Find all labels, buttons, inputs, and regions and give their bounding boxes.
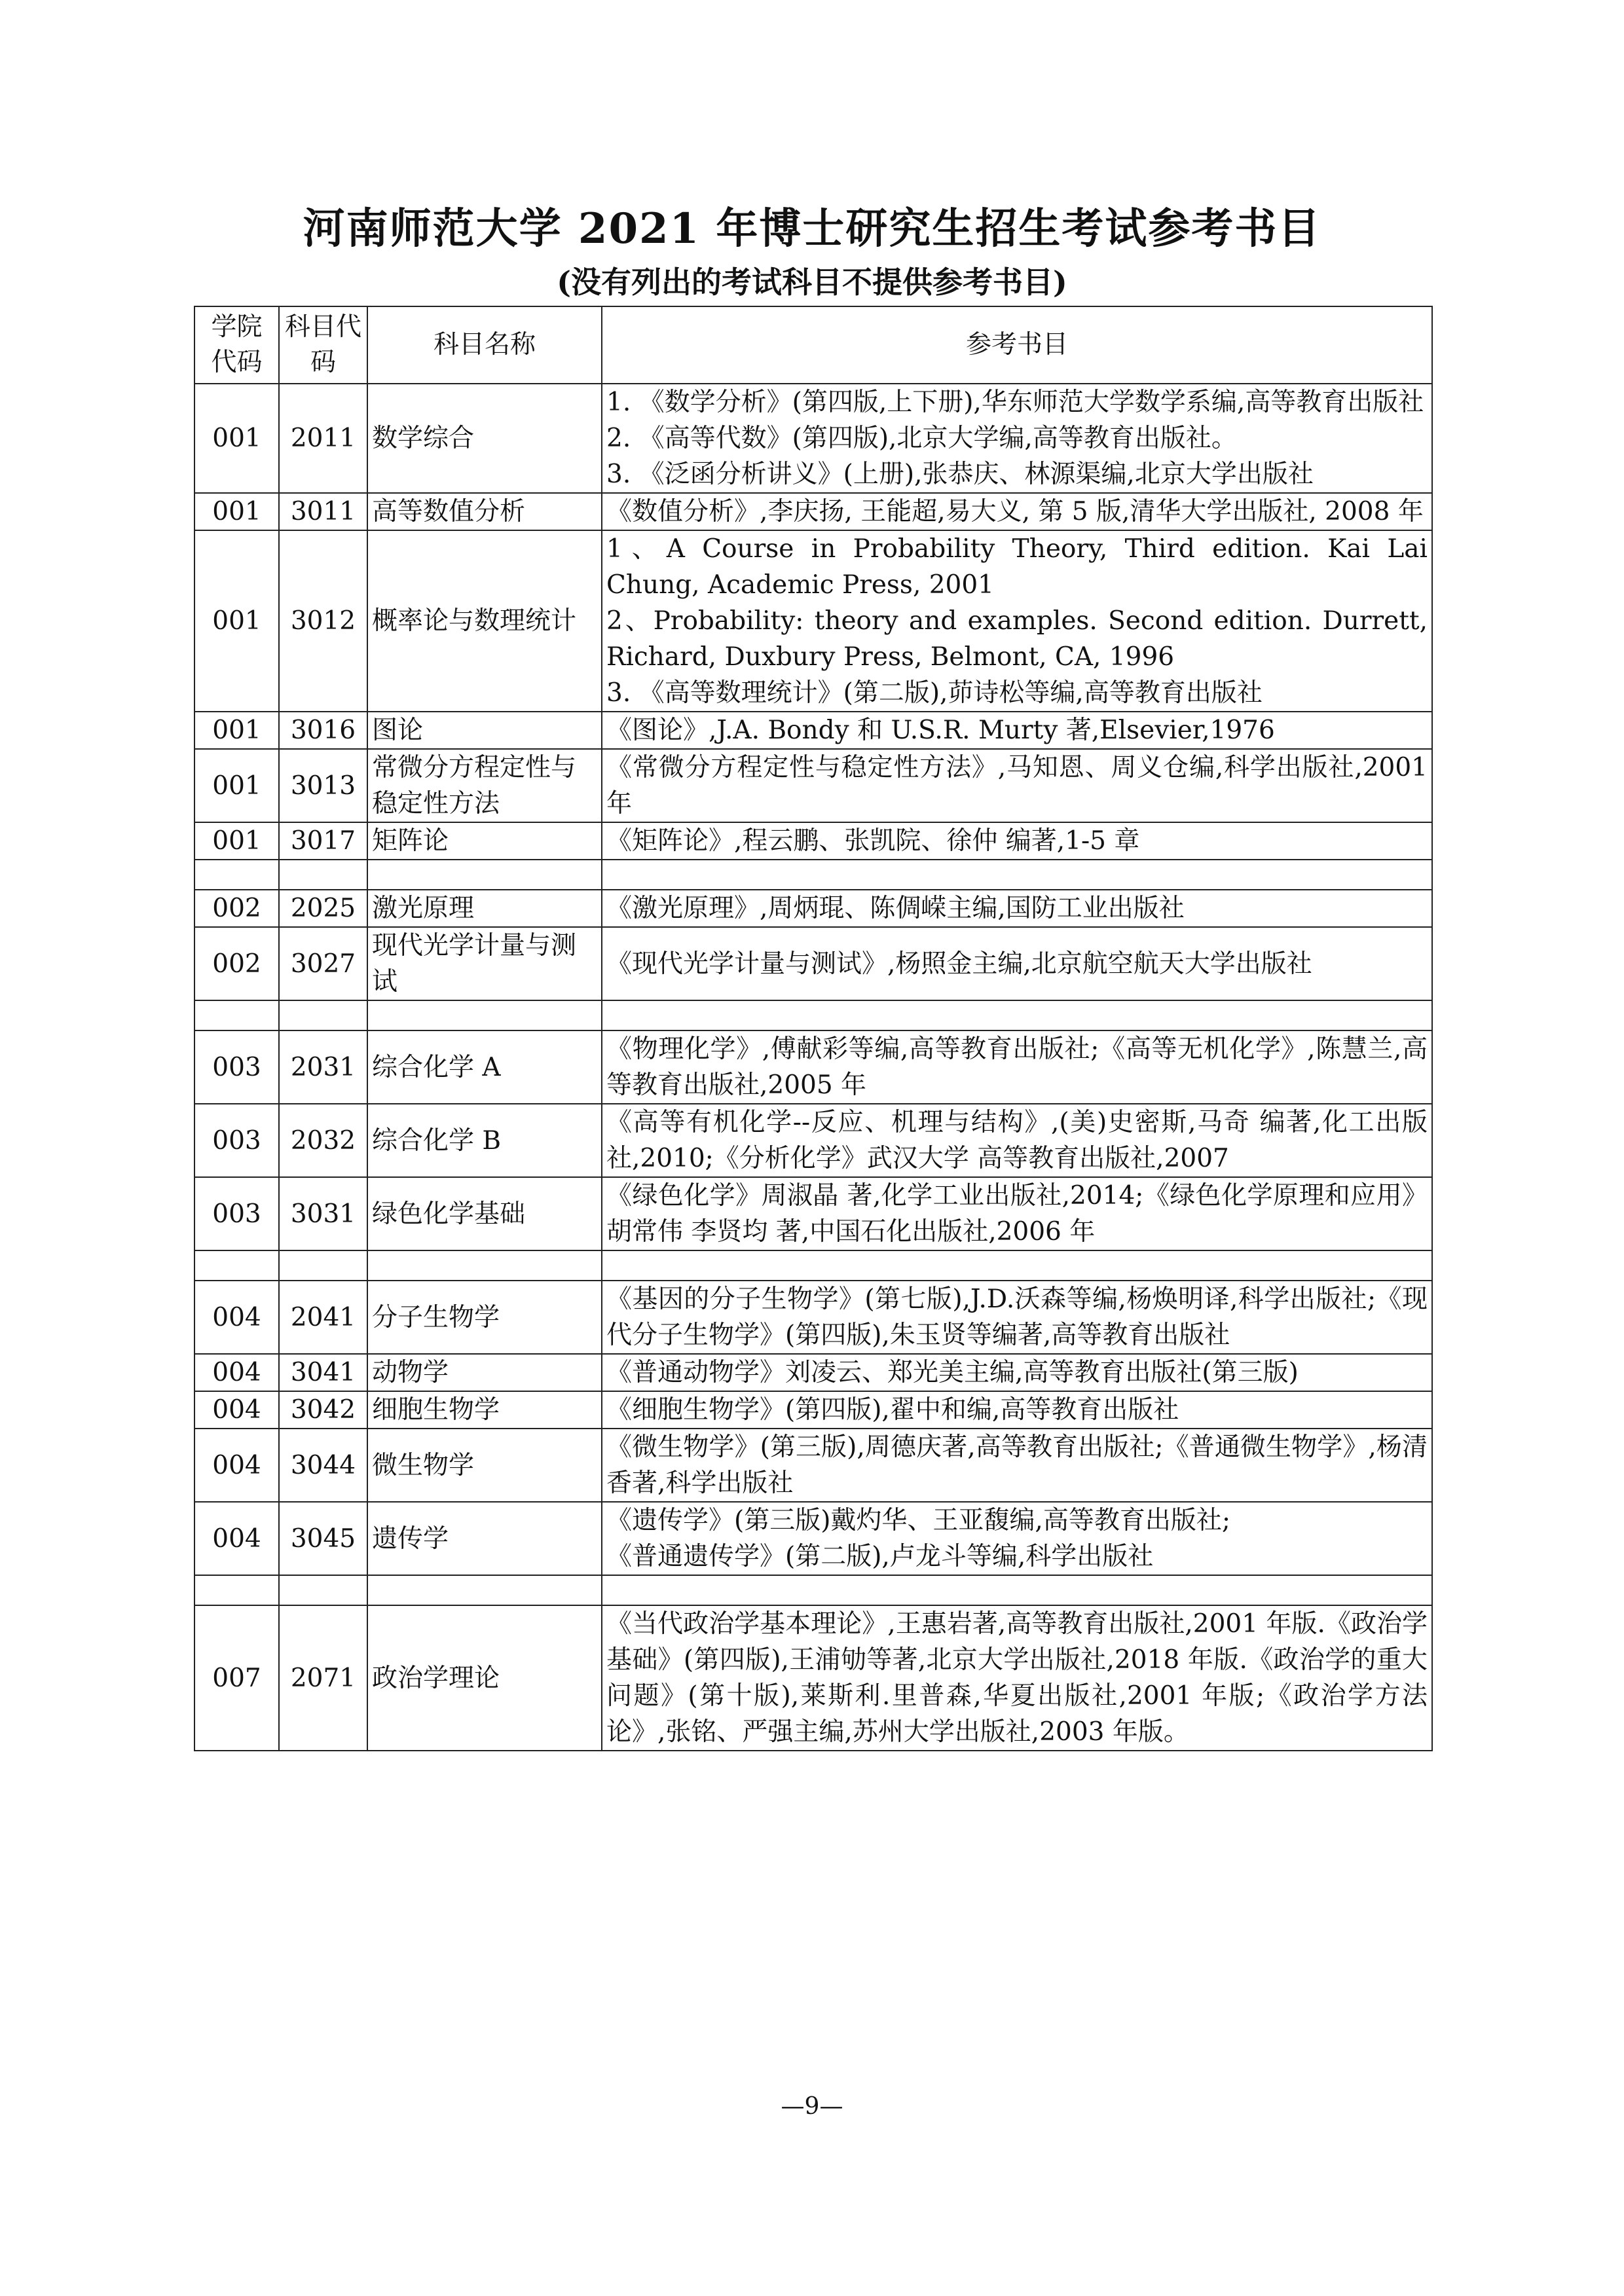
spacer-cell	[194, 1575, 279, 1605]
reference-entry: 1、A Course in Probability Theory, Third edition. Kai Lai Chung, Academic Press, 2001	[606, 534, 1428, 600]
subject-name-cell: 数学综合	[367, 384, 602, 493]
reference-entry: 2、Probability: theory and examples. Second edition. Durrett, Richard, Duxbury Press, Belmont, CA, 1996	[606, 606, 1428, 672]
subject-name-cell: 综合化学 A	[367, 1030, 602, 1104]
spacer-cell	[602, 860, 1432, 890]
spacer-cell	[367, 1250, 602, 1281]
subject-name-cell: 微生物学	[367, 1429, 602, 1502]
reference-entry: 1. 《数学分析》(第四版,上下册),华东师范大学数学系编,高等教育出版社	[606, 388, 1424, 417]
subject-code-cell: 3016	[279, 712, 367, 749]
reference-entry: 《当代政治学基本理论》,王惠岩著,高等教育出版社,2001 年版.《政治学基础》(第四版),王浦劬等著,北京大学出版社,2018 年版.《政治学的重大问题》(第十版),莱斯利.里普森,华夏出版社,2001 年版;《政治学方法论》,张铭、严强主编,苏州大学出版社,2003 年版。	[606, 1609, 1428, 1747]
college-code-cell: 004	[194, 1502, 279, 1575]
spacer-cell	[602, 1000, 1432, 1030]
references-cell	[602, 1605, 1432, 1751]
table-row	[194, 1391, 1432, 1429]
references-cell	[602, 1429, 1432, 1502]
reference-entry: 3. 《高等数理统计》(第二版),茆诗松等编,高等教育出版社	[606, 678, 1263, 708]
reference-entry: 《数值分析》,李庆扬, 王能超,易大义, 第 5 版,清华大学出版社, 2008 年	[606, 497, 1424, 526]
table-row	[194, 890, 1432, 927]
table-row	[194, 530, 1432, 712]
subject-code-cell: 3027	[279, 927, 367, 1000]
table-spacer-row	[194, 860, 1432, 890]
references-cell	[602, 384, 1432, 493]
reference-entry: 《图论》,J.A. Bondy 和 U.S.R. Murty 著,Elsevier,1976	[606, 716, 1275, 745]
subject-code-cell: 2041	[279, 1281, 367, 1354]
college-code-cell: 001	[194, 712, 279, 749]
spacer-cell	[367, 1000, 602, 1030]
page-number: —9—	[781, 2093, 843, 2120]
spacer-cell	[602, 1250, 1432, 1281]
college-code-cell: 007	[194, 1605, 279, 1751]
subject-code-cell: 2031	[279, 1030, 367, 1104]
subject-code-cell: 2071	[279, 1605, 367, 1751]
reference-entry: 《微生物学》(第三版),周德庆著,高等教育出版社;《普通微生物学》,杨清香著,科学出版社	[606, 1432, 1428, 1498]
table-row	[194, 1354, 1432, 1391]
header-subject-code: 科目代码	[279, 306, 367, 384]
spacer-cell	[602, 1575, 1432, 1605]
subject-code-cell: 3042	[279, 1391, 367, 1429]
subject-code-cell: 3013	[279, 749, 367, 822]
references-cell	[602, 530, 1432, 712]
subject-name-cell: 细胞生物学	[367, 1391, 602, 1429]
page-title: 河南师范大学 2021 年博士研究生招生考试参考书目	[303, 204, 1321, 253]
references-cell	[602, 927, 1432, 1000]
reference-entry: 《常微分方程定性与稳定性方法》,马知恩、周义仓编,科学出版社,2001 年	[606, 753, 1428, 818]
college-code-cell: 001	[194, 749, 279, 822]
college-code-cell: 001	[194, 822, 279, 860]
college-code-cell: 001	[194, 493, 279, 530]
subject-name-cell: 矩阵论	[367, 822, 602, 860]
references-cell	[602, 822, 1432, 860]
reference-entry: 3. 《泛函分析讲义》(上册),张恭庆、林源渠编,北京大学出版社	[606, 460, 1314, 489]
subject-name-cell: 常微分方程定性与稳定性方法	[367, 749, 602, 822]
table-row	[194, 1429, 1432, 1502]
references-cell	[602, 1177, 1432, 1250]
table-row	[194, 1030, 1432, 1104]
table-row	[194, 712, 1432, 749]
reference-entry: 《基因的分子生物学》(第七版),J.D.沃森等编,杨焕明译,科学出版社;《现代分子生物学》(第四版),朱玉贤等编著,高等教育出版社	[606, 1285, 1428, 1350]
subject-code-cell: 3044	[279, 1429, 367, 1502]
college-code-cell: 003	[194, 1104, 279, 1177]
references-cell	[602, 1104, 1432, 1177]
spacer-cell	[279, 1000, 367, 1030]
college-code-cell: 004	[194, 1429, 279, 1502]
spacer-cell	[279, 860, 367, 890]
spacer-cell	[279, 1575, 367, 1605]
spacer-cell	[194, 1000, 279, 1030]
reference-entry: 《现代光学计量与测试》,杨照金主编,北京航空航天大学出版社	[606, 949, 1312, 979]
subject-name-cell: 概率论与数理统计	[367, 530, 602, 712]
reference-entry: 《物理化学》,傅献彩等编,高等教育出版社;《高等无机化学》,陈慧兰,高等教育出版社,2005 年	[606, 1034, 1428, 1100]
page-subtitle: (没有列出的考试科目不提供参考书目)	[557, 264, 1067, 300]
table-row	[194, 493, 1432, 530]
reference-entry: 《普通动物学》刘凌云、郑光美主编,高等教育出版社(第三版)	[606, 1358, 1299, 1387]
reference-entry: 2. 《高等代数》(第四版),北京大学编,高等教育出版社。	[606, 424, 1237, 453]
spacer-cell	[194, 860, 279, 890]
subject-code-cell: 2025	[279, 890, 367, 927]
reference-entry: 《高等有机化学--反应、机理与结构》,(美)史密斯,马奇 编著,化工出版社,2010;《分析化学》武汉大学 高等教育出版社,2007	[606, 1108, 1428, 1173]
references-cell	[602, 1030, 1432, 1104]
subject-name-cell: 激光原理	[367, 890, 602, 927]
college-code-cell: 001	[194, 384, 279, 493]
subject-name-cell: 综合化学 B	[367, 1104, 602, 1177]
table-row	[194, 384, 1432, 493]
subject-name-cell: 政治学理论	[367, 1605, 602, 1751]
college-code-cell: 003	[194, 1030, 279, 1104]
table-row	[194, 749, 1432, 822]
subject-name-cell: 动物学	[367, 1354, 602, 1391]
subject-name-cell: 高等数值分析	[367, 493, 602, 530]
reference-entry: 《激光原理》,周炳琨、陈倜嵘主编,国防工业出版社	[606, 894, 1185, 923]
college-code-cell: 004	[194, 1354, 279, 1391]
college-code-cell: 003	[194, 1177, 279, 1250]
table-row	[194, 1177, 1432, 1250]
header-references: 参考书目	[602, 306, 1432, 384]
subject-code-cell: 3012	[279, 530, 367, 712]
college-code-cell: 001	[194, 530, 279, 712]
subject-code-cell: 3017	[279, 822, 367, 860]
table-row	[194, 1502, 1432, 1575]
reference-table	[194, 306, 1433, 1751]
references-cell	[602, 1354, 1432, 1391]
subject-code-cell: 3011	[279, 493, 367, 530]
table-row	[194, 822, 1432, 860]
subject-name-cell: 遗传学	[367, 1502, 602, 1575]
table-spacer-row	[194, 1000, 1432, 1030]
references-cell	[602, 712, 1432, 749]
spacer-cell	[279, 1250, 367, 1281]
subject-code-cell: 2032	[279, 1104, 367, 1177]
reference-entry: 《普通遗传学》(第二版),卢龙斗等编,科学出版社	[606, 1542, 1154, 1571]
references-cell	[602, 890, 1432, 927]
subject-name-cell: 绿色化学基础	[367, 1177, 602, 1250]
table-header-row	[194, 306, 1432, 384]
reference-entry: 《矩阵论》,程云鹏、张凯院、徐仲 编著,1-5 章	[606, 826, 1140, 856]
references-cell	[602, 749, 1432, 822]
reference-entry: 《遗传学》(第三版)戴灼华、王亚馥编,高等教育出版社;	[606, 1506, 1230, 1535]
table-row	[194, 1281, 1432, 1354]
reference-entry: 《绿色化学》周淑晶 著,化学工业出版社,2014;《绿色化学原理和应用》胡常伟 李贤均 著,中国石化出版社,2006 年	[606, 1181, 1428, 1247]
references-cell	[602, 1391, 1432, 1429]
subject-code-cell: 3031	[279, 1177, 367, 1250]
header-college-code: 学院代码	[194, 306, 279, 384]
spacer-cell	[194, 1250, 279, 1281]
subject-code-cell: 3045	[279, 1502, 367, 1575]
subject-name-cell: 现代光学计量与测试	[367, 927, 602, 1000]
header-subject-name: 科目名称	[367, 306, 602, 384]
spacer-cell	[367, 1575, 602, 1605]
subject-name-cell: 图论	[367, 712, 602, 749]
table-row	[194, 927, 1432, 1000]
table-row	[194, 1605, 1432, 1751]
references-cell	[602, 1281, 1432, 1354]
college-code-cell: 002	[194, 890, 279, 927]
table-spacer-row	[194, 1250, 1432, 1281]
spacer-cell	[367, 860, 602, 890]
subject-code-cell: 3041	[279, 1354, 367, 1391]
reference-entry: 《细胞生物学》(第四版),翟中和编,高等教育出版社	[606, 1395, 1179, 1425]
college-code-cell: 004	[194, 1391, 279, 1429]
table-body	[194, 384, 1432, 1751]
references-cell	[602, 493, 1432, 530]
references-cell	[602, 1502, 1432, 1575]
college-code-cell: 004	[194, 1281, 279, 1354]
subject-code-cell: 2011	[279, 384, 367, 493]
table-row	[194, 1104, 1432, 1177]
table-spacer-row	[194, 1575, 1432, 1605]
subject-name-cell: 分子生物学	[367, 1281, 602, 1354]
college-code-cell: 002	[194, 927, 279, 1000]
